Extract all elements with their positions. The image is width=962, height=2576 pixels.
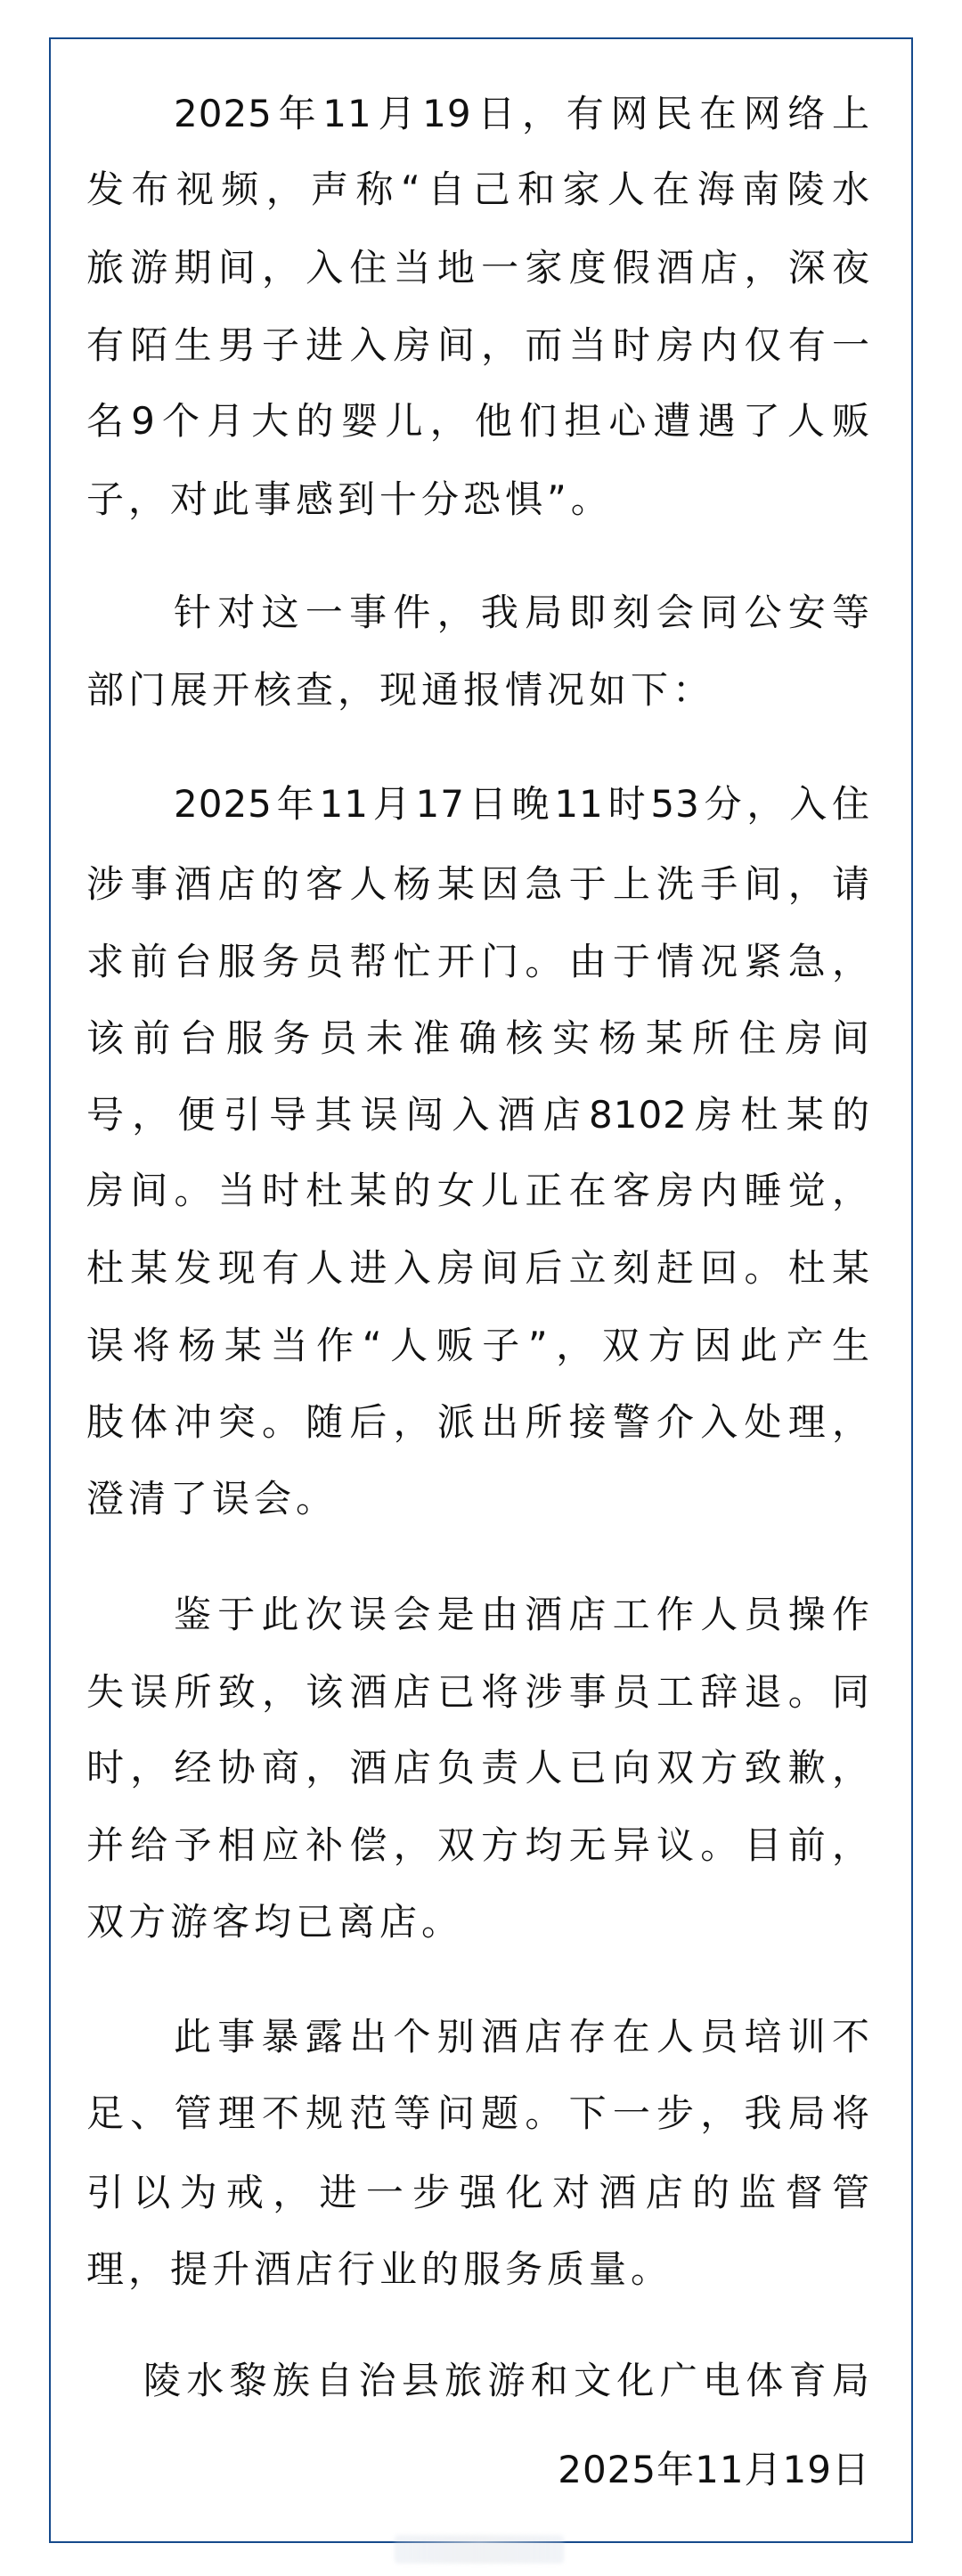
paragraph-2-line-2: 部门展开核查，现通报情况如下：	[86, 668, 715, 712]
paragraph-3-line-3: 求前台服务员帮忙开门。由于情况紧急，	[86, 940, 870, 983]
paragraph-1-line-4: 有陌生男子进入房间，而当时房内仅有一	[86, 323, 870, 367]
paragraph-3-line-4: 该前台服务员未准确核实杨某所住房间	[86, 1016, 870, 1060]
paragraph-5-line-1: 此事暴露出个别酒店存在人员培训不	[174, 2015, 870, 2058]
paragraph-1-line-3: 旅游期间，入住当地一家度假酒店，深夜	[86, 246, 870, 289]
watermark-logo-icon	[395, 2535, 564, 2564]
paragraph-3-line-8: 误将杨某当作“人贩子”，双方因此产生	[86, 1324, 870, 1367]
paragraph-3-line-6: 房间。当时杜某的女儿正在客房内睡觉，	[86, 1169, 870, 1212]
paragraph-4-line-2: 失误所致，该酒店已将涉事员工辞退。同	[86, 1670, 870, 1714]
paragraph-3-line-9: 肢体冲突。随后，派出所接警介入处理，	[86, 1400, 870, 1444]
issuer-signature: 陵水黎族自治县旅游和文化广电体育局	[143, 2359, 870, 2402]
paragraph-4-line-3: 时，经协商，酒店负责人已向双方致歉，	[86, 1746, 870, 1789]
paragraph-1-line-5: 名9个月大的婴儿，他们担心遭遇了人贩	[86, 399, 870, 443]
paragraph-5-line-2: 足、管理不规范等问题。下一步，我局将	[86, 2091, 870, 2135]
paragraph-3-line-1: 2025年11月17日晚11时53分，入住	[174, 782, 870, 826]
paragraph-2-line-1: 针对这一事件，我局即刻会同公安等	[174, 591, 870, 634]
issue-date: 2025年11月19日	[558, 2448, 870, 2491]
paragraph-4-line-5: 双方游客均已离店。	[86, 1900, 464, 1944]
paragraph-3-line-5: 号，便引导其误闯入酒店8102房杜某的	[86, 1093, 870, 1137]
paragraph-1-line-2: 发布视频，声称“自己和家人在海南陵水	[86, 167, 870, 211]
paragraph-3-line-10: 澄清了误会。	[86, 1477, 338, 1520]
paragraph-5-line-4: 理，提升酒店行业的服务质量。	[86, 2247, 673, 2291]
paragraph-4-line-1: 鉴于此次误会是由酒店工作人员操作	[174, 1593, 870, 1636]
paragraph-3-line-7: 杜某发现有人进入房间后立刻赶回。杜某	[86, 1246, 870, 1290]
paragraph-1-line-6: 子，对此事感到十分恐惧”。	[86, 477, 613, 521]
paragraph-1-line-1: 2025年11月19日，有网民在网络上	[174, 92, 870, 135]
paragraph-3-line-2: 涉事酒店的客人杨某因急于上洗手间，请	[86, 862, 870, 906]
paragraph-4-line-4: 并给予相应补偿，双方均无异议。目前，	[86, 1823, 870, 1867]
paragraph-5-line-3: 引以为戒，进一步强化对酒店的监督管	[86, 2171, 870, 2214]
